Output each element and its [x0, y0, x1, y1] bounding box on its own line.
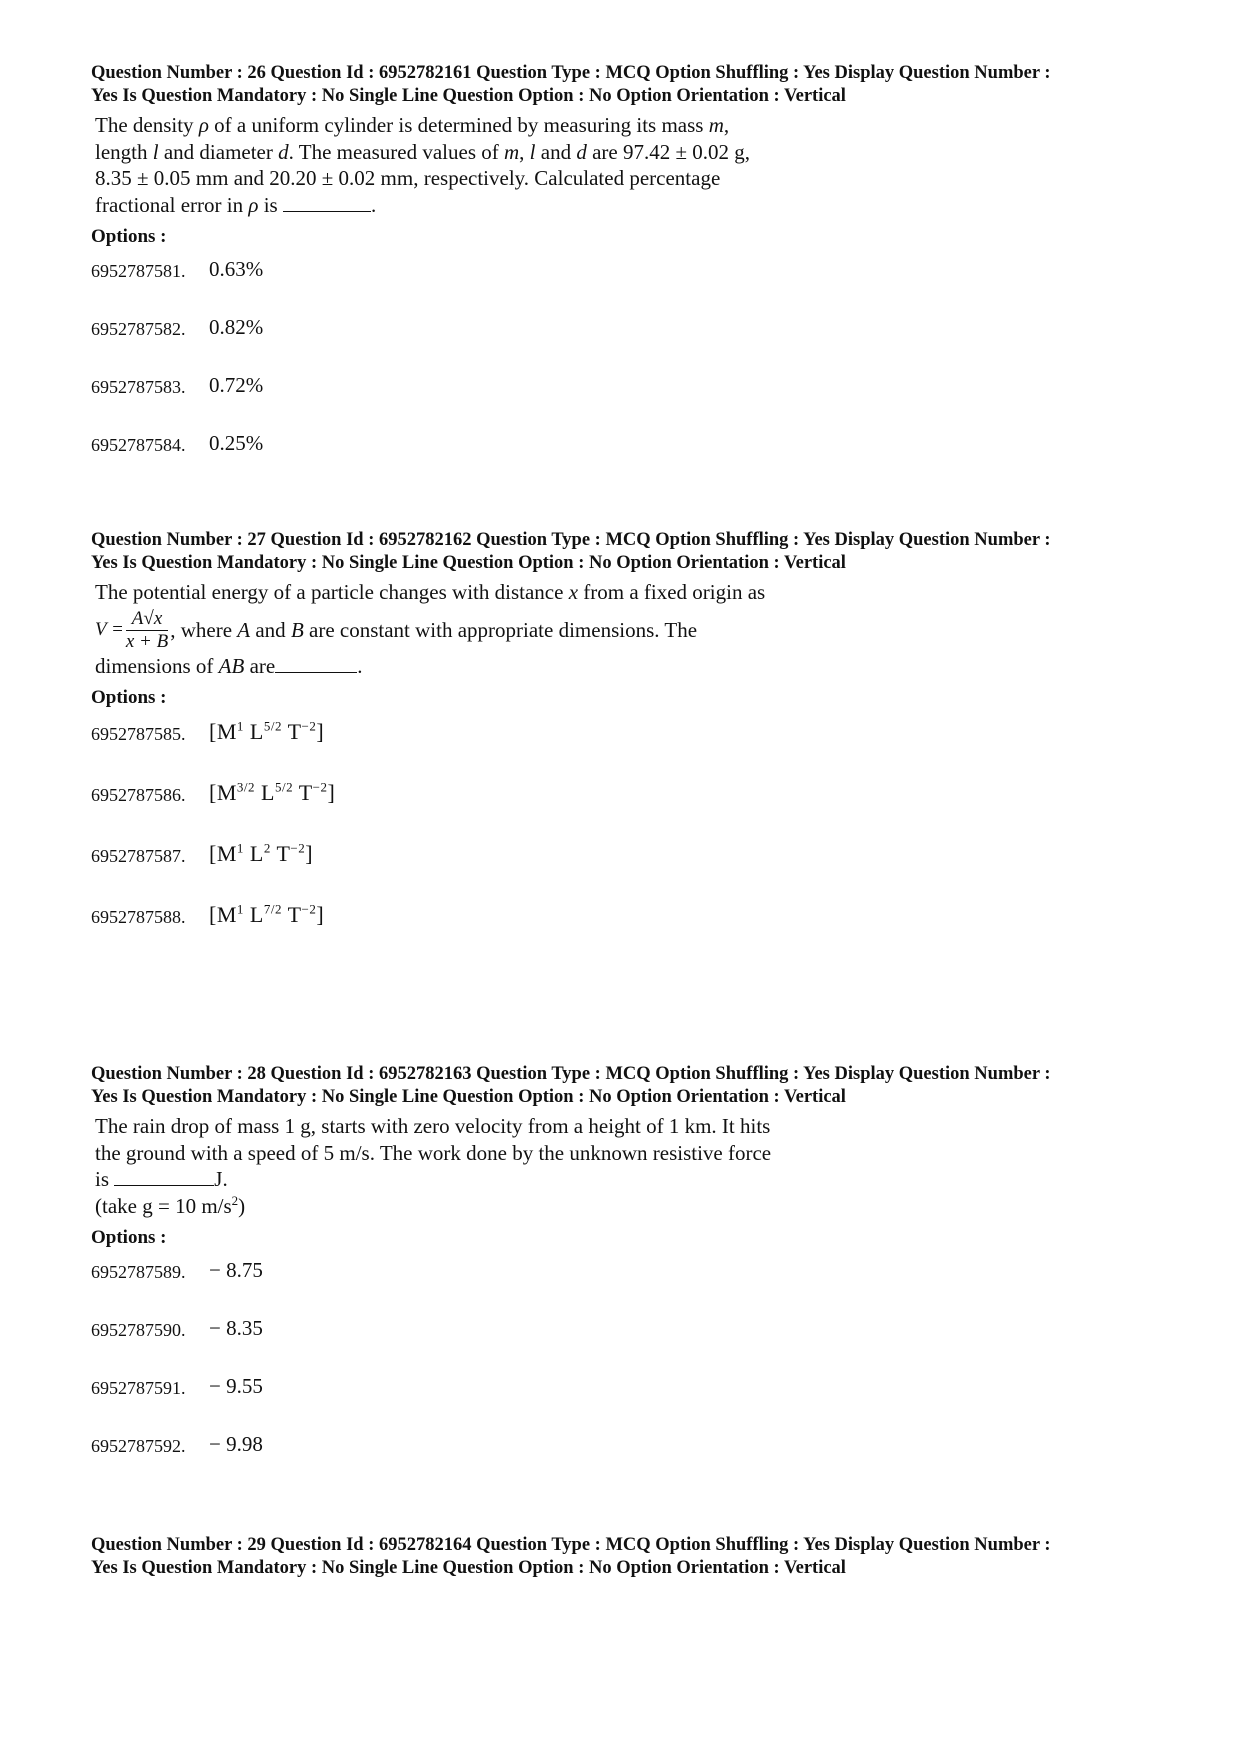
question-27 — [91, 529, 1171, 928]
option-item[interactable]: 6952787583. 0.72% — [91, 373, 264, 397]
option-item[interactable]: 6952787586. [$M^{3/2}$ $L^{5/2}$ $T^{-2}$] — [91, 779, 336, 805]
fraction: $\frac{A√x}{x + B}$ — [125, 607, 169, 652]
question-meta-line2: Yes Is Question Mandatory : No Single Line Question Option : No Option Orientation : Vertical — [91, 1087, 846, 1107]
options-label: Options : — [91, 226, 167, 247]
option-item[interactable]: 6952787591. − 9.55 — [91, 1374, 263, 1398]
options-label: Options : — [91, 687, 167, 708]
question-29 — [91, 1534, 1171, 1580]
question-meta-line1: Question Number : 28 Question Id : 6952782163 Question Type : MCQ Option Shuffling : Yes Display Question Number : — [91, 1064, 1051, 1084]
option-item[interactable]: 6952787588. [$M^1$ $L^{7/2}$ $T^{-2}$] — [91, 901, 325, 927]
options-label: Options : — [91, 1227, 167, 1248]
question-26 — [91, 62, 1171, 456]
question-text: The potential energy of a particle changes with distance x from a fixed origin as V = $\frac{A√x}{x + B}$ , where A and B are constant with appropriate dimensions. The dimensions of AB are . — [95, 580, 766, 678]
question-meta-line1: Question Number : 29 Question Id : 6952782164 Question Type : MCQ Option Shuffling : Yes Display Question Number : — [91, 1535, 1051, 1555]
question-28 — [91, 1063, 1171, 1457]
option-item[interactable]: 6952787585. [$M^1$ $L^{5/2}$ $T^{-2}$] — [91, 718, 325, 744]
question-meta-line1: Question Number : 26 Question Id : 6952782161 Question Type : MCQ Option Shuffling : Yes Display Question Number : — [91, 63, 1051, 83]
option-item[interactable]: 6952787589. − 8.75 — [91, 1258, 263, 1282]
option-item[interactable]: 6952787590. − 8.35 — [91, 1316, 263, 1340]
question-text: The density ρ of a uniform cylinder is determined by measuring its mass m, length l and diameter d. The measured values of m, l and d are 97.42 ± 0.02 g, 8.35 ± 0.05 mm and 20.20 ± 0.02 mm, respectively. Calculated percentage fractional error in ρ is . — [95, 113, 751, 217]
answer-blank — [275, 654, 357, 673]
question-meta-line2: Yes Is Question Mandatory : No Single Line Question Option : No Option Orientation : Vertical — [91, 86, 846, 106]
question-text: The rain drop of mass 1 g, starts with zero velocity from a height of 1 km. It hits the ground with a speed of 5 m/s. The work done by the unknown resistive force is J. (take g = 10 $m/s^2$) — [95, 1114, 772, 1218]
question-meta-line2: Yes Is Question Mandatory : No Single Line Question Option : No Option Orientation : Vertical — [91, 1558, 846, 1578]
option-item[interactable]: 6952787592. − 9.98 — [91, 1432, 263, 1456]
option-item[interactable]: 6952787582. 0.82% — [91, 315, 264, 339]
option-item[interactable]: 6952787584. 0.25% — [91, 431, 264, 455]
question-meta-line1: Question Number : 27 Question Id : 6952782162 Question Type : MCQ Option Shuffling : Yes Display Question Number : — [91, 530, 1051, 550]
option-item[interactable]: 6952787587. [$M^1$ $L^2$ $T^{-2}$] — [91, 840, 314, 866]
answer-blank — [114, 1167, 214, 1186]
option-item[interactable]: 6952787581. 0.63% — [91, 257, 264, 281]
question-meta-line2: Yes Is Question Mandatory : No Single Line Question Option : No Option Orientation : Vertical — [91, 553, 846, 573]
answer-blank — [283, 193, 371, 212]
